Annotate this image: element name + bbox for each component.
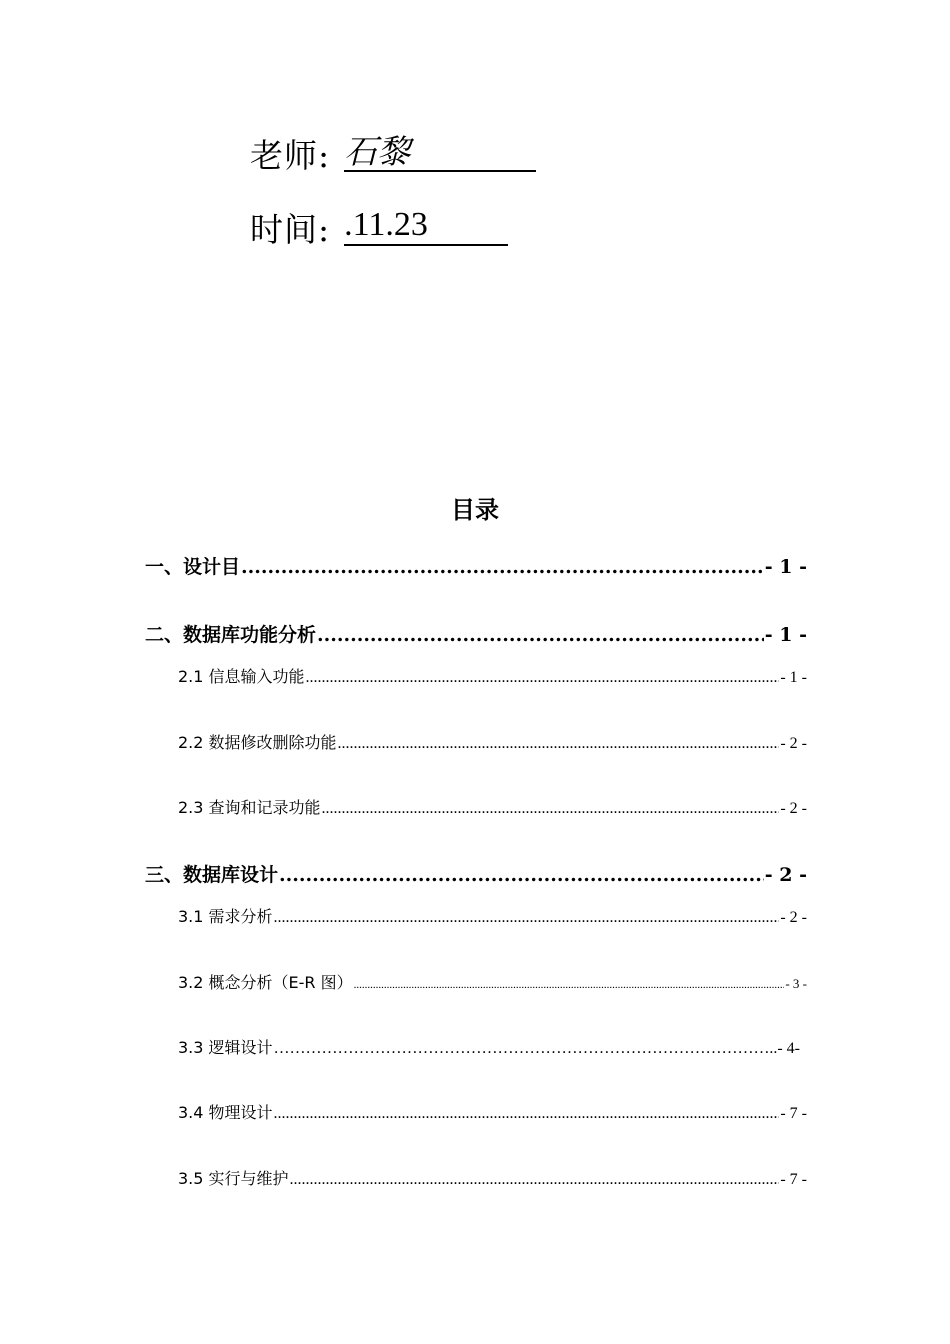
toc-leader xyxy=(322,800,780,818)
toc-leader xyxy=(279,864,764,886)
toc-page-number: - 7 - xyxy=(780,1171,807,1188)
toc-page-number: - 2 - xyxy=(780,735,807,752)
toc-page-number: ..- 4- xyxy=(769,1040,800,1057)
toc-title: 目录 xyxy=(451,495,499,524)
toc-entry-text: 三、数据库设计 xyxy=(145,864,279,886)
toc-leader xyxy=(338,735,780,753)
teacher-line xyxy=(250,128,536,175)
toc-entry-1[interactable] xyxy=(145,552,807,579)
toc-entry-3[interactable] xyxy=(145,860,807,887)
toc-page-number: - 1 - xyxy=(764,624,807,646)
toc-entry-2-3[interactable] xyxy=(178,795,807,818)
toc-entry-text: 3.5 实行与维护 xyxy=(178,1169,289,1188)
toc-leader xyxy=(290,1171,780,1189)
toc-page-number: - 2 - xyxy=(764,864,807,886)
toc-entry-3-1[interactable] xyxy=(178,904,807,927)
toc-entry-text: 3.1 需求分析 xyxy=(178,907,273,926)
toc-entry-3-2[interactable] xyxy=(178,970,807,993)
toc-page-number: - 3 - xyxy=(785,976,807,991)
toc-leader xyxy=(274,1105,780,1123)
toc-leader xyxy=(274,1040,769,1058)
toc-entry-text: 2.2 数据修改删除功能 xyxy=(178,733,337,752)
toc-entry-2-2[interactable] xyxy=(178,730,807,753)
toc-entry-text: 3.3 逻辑设计 xyxy=(178,1038,273,1057)
toc-entry-2[interactable] xyxy=(145,620,807,647)
toc-page-number: - 1 - xyxy=(780,669,807,686)
toc-page-number: - 2 - xyxy=(780,800,807,817)
toc-page-number: - 2 - xyxy=(780,909,807,926)
toc-entry-text: 2.3 查询和记录功能 xyxy=(178,798,321,817)
toc-page-number: - 7 - xyxy=(780,1105,807,1122)
toc-leader xyxy=(274,909,780,927)
date-value: .11.23 xyxy=(344,208,508,246)
toc-entry-2-1[interactable] xyxy=(178,664,807,687)
toc-entry-3-4[interactable] xyxy=(178,1100,807,1123)
toc-page-number: - 1 - xyxy=(764,556,807,578)
toc-leader xyxy=(306,669,780,687)
toc-leader xyxy=(354,979,785,991)
toc-entry-text: 3.4 物理设计 xyxy=(178,1103,273,1122)
toc-entry-text: 2.1 信息输入功能 xyxy=(178,667,305,686)
toc-entry-text: 二、数据库功能分析 xyxy=(145,624,317,646)
teacher-label: 老师: xyxy=(250,136,331,175)
date-label: 时间: xyxy=(250,210,331,249)
toc-entry-3-3[interactable] xyxy=(178,1035,800,1058)
toc-leader xyxy=(241,556,764,578)
toc-entry-text: 一、设计目 xyxy=(145,556,241,578)
toc-leader xyxy=(317,624,764,646)
date-line xyxy=(250,202,508,249)
teacher-value: 石黎 xyxy=(344,135,536,172)
toc-entry-text: 3.2 概念分析（E-R 图） xyxy=(178,973,353,992)
toc-entry-3-5[interactable] xyxy=(178,1166,807,1189)
